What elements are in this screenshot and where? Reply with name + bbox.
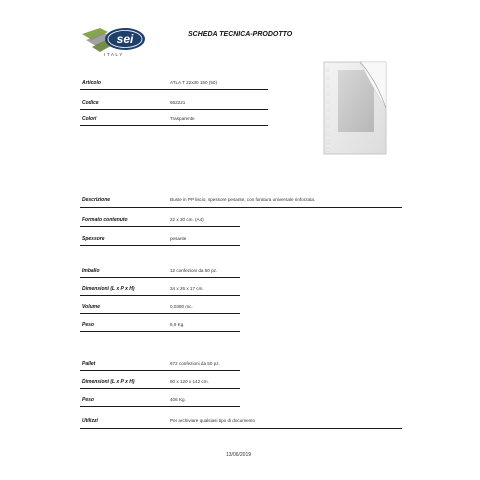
divider — [80, 313, 240, 314]
label-colori: Colori — [82, 116, 97, 122]
value-imballo: 12 confezioni da 50 pz. — [170, 268, 218, 273]
label-peso-imballo: Peso — [82, 322, 94, 328]
value-peso-pallet: 406 Kg. — [170, 397, 186, 402]
sei-logo — [78, 20, 148, 66]
divider — [80, 406, 240, 407]
label-peso-pallet: Peso — [82, 397, 94, 403]
divider — [80, 370, 240, 371]
value-articolo: ATLA T 22x30 150 (50) — [170, 80, 217, 85]
value-peso-imballo: 6,9 Kg. — [170, 322, 185, 327]
label-dimensioni-pallet: Dimensioni (L x P x H) — [82, 379, 135, 385]
value-utilizzi: Per archiviare qualsiasi tipo di documento — [170, 418, 256, 423]
value-codice: 662221 — [170, 100, 186, 105]
divider — [80, 125, 268, 126]
label-articolo: Articolo — [82, 80, 101, 86]
value-dimensioni-pallet: 80 x 120 x 142 cm. — [170, 379, 209, 384]
label-utilizzi: Utilizzi — [82, 418, 98, 424]
divider — [80, 207, 402, 208]
divider — [80, 245, 240, 246]
divider — [80, 331, 240, 332]
label-volume: Volume — [82, 304, 100, 310]
divider — [80, 428, 402, 429]
value-pallet: 672 confezioni da 50 pz. — [170, 361, 220, 366]
label-dimensioni-imballo: Dimensioni (L x P x H) — [82, 286, 135, 292]
label-imballo: Imballo — [82, 268, 100, 274]
value-volume: 0,0380 mc. — [170, 304, 193, 309]
value-dimensioni-imballo: 34 x 26 x 17 cm. — [170, 286, 204, 291]
divider — [80, 388, 240, 389]
label-spessore: Spessore — [82, 236, 105, 242]
divider — [80, 277, 240, 278]
label-pallet: Pallet — [82, 361, 96, 367]
divider — [80, 295, 240, 296]
page-title: SCHEDA TECNICA-PRODOTTO — [188, 31, 293, 38]
logo-text: sei — [116, 32, 134, 46]
value-colori: Trasparente — [170, 116, 195, 121]
divider — [80, 89, 268, 90]
value-spessore: pesante — [170, 236, 187, 241]
divider — [80, 226, 240, 227]
divider — [80, 109, 268, 110]
logo-subtitle: ITALY — [104, 52, 124, 57]
product-image — [318, 60, 390, 158]
document-date: 13/06/2019 — [226, 452, 252, 458]
value-descrizione: Buste in PP liscio, spessore pesante, con foratura universale rinforzata. — [170, 197, 316, 202]
label-formato-contenuto: Formato contenuto — [82, 217, 128, 223]
label-descrizione: Descrizione — [82, 197, 111, 203]
value-formato-contenuto: 22 x 30 cm. (A4) — [170, 217, 204, 222]
label-codice: Codice — [82, 100, 99, 106]
